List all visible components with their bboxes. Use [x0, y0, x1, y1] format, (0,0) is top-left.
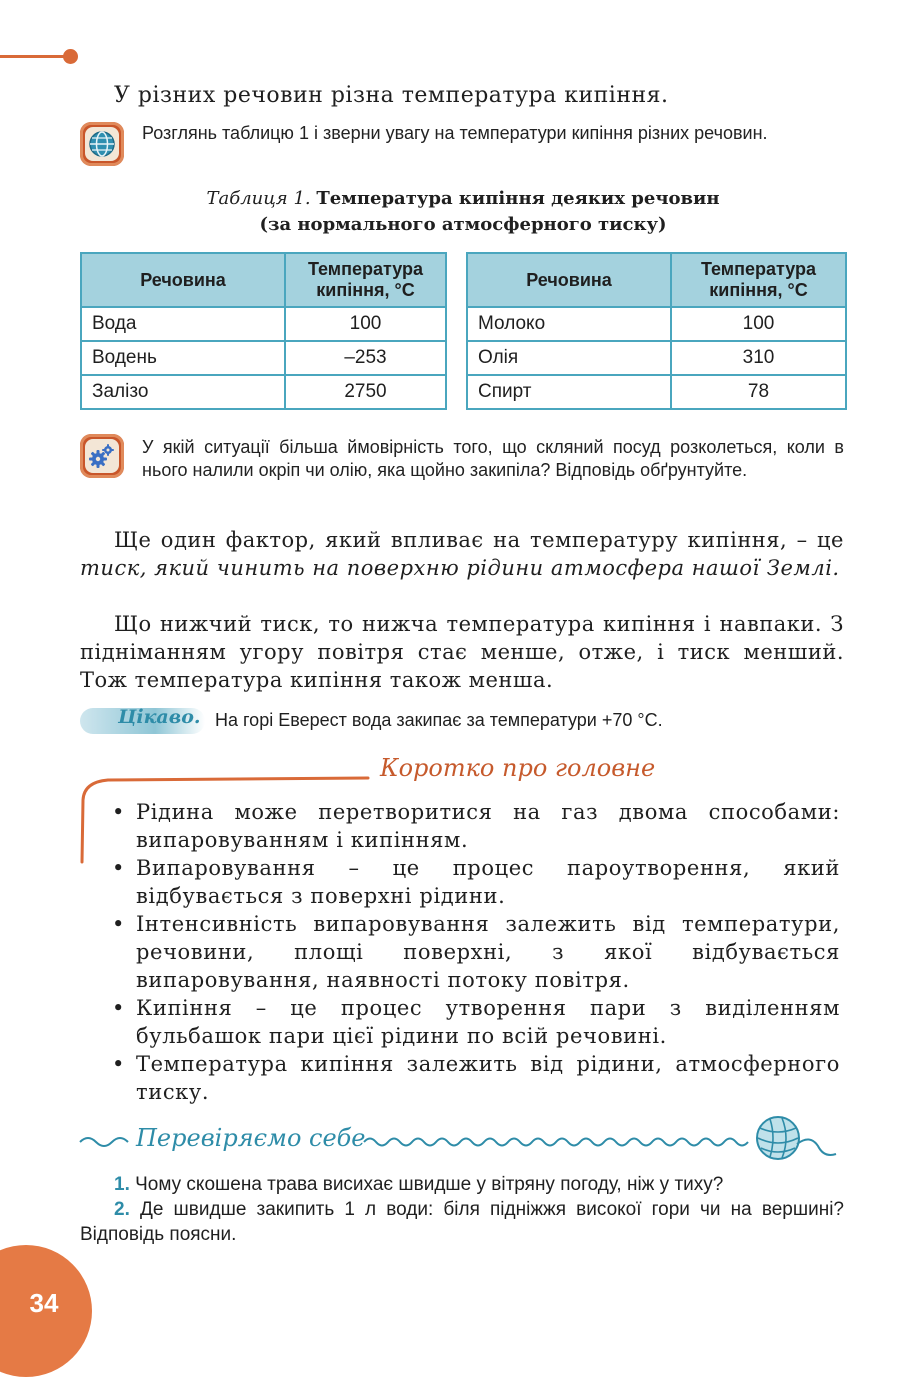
- fun-fact-text: На горі Еверест вода закипає за температури +70 °С.: [215, 710, 663, 730]
- list-item: • Кипіння – це процес утворення пари з виділенням бульбашок пари цієї рідини по всій речовині.: [112, 994, 840, 1050]
- table-cell-temp: –253: [285, 341, 446, 375]
- table-row: [467, 307, 846, 341]
- list-item: • Випаровування – це процес пароутворення, який відбувається з поверхні рідини.: [112, 854, 840, 910]
- summary-title: Коротко про головне: [380, 754, 656, 782]
- table-row: [467, 341, 846, 375]
- check-wave-right: [362, 1132, 758, 1152]
- fun-fact-label: Цікаво.: [118, 706, 201, 728]
- question-1-number: 1.: [114, 1174, 130, 1195]
- question-2-number: 2.: [114, 1199, 130, 1220]
- table-cell-substance: Олія: [467, 341, 671, 375]
- paragraph-pressure-start: Ще один фактор, який впливає на температуру кипіння, – це: [114, 528, 844, 552]
- yarn-ball-icon: [752, 1114, 840, 1170]
- table-left-header-substance: Речовина: [81, 253, 285, 307]
- question-1: [80, 1172, 844, 1197]
- table-left: [80, 252, 447, 410]
- question-2: [80, 1197, 844, 1247]
- table-cell-substance: Спирт: [467, 375, 671, 409]
- table-cell-temp: 100: [285, 307, 446, 341]
- table-right-header-temp: Температура кипіння, °С: [671, 253, 846, 307]
- table-right-header-substance: Речовина: [467, 253, 671, 307]
- table-cell-substance: Молоко: [467, 307, 671, 341]
- paragraph-pressure: [80, 526, 844, 582]
- table-cell-temp: 78: [671, 375, 846, 409]
- table-cell-temp: 2750: [285, 375, 446, 409]
- paragraph-lower-pressure: Що нижчий тиск, то нижча температура кипіння і навпаки. З підніманням угору повітря стає менше, отже, і тиск менший. Тож температура кипіння також менша.: [80, 612, 844, 692]
- paragraph-pressure-italic: тиск, який чинить на поверхню рідини атмосфера нашої Землі.: [80, 556, 840, 580]
- list-item: • Температура кипіння залежить від рідини, атмосферного тиску.: [112, 1050, 840, 1106]
- table-row: [467, 375, 846, 409]
- table-caption-subtitle: (за нормального атмосферного тиску): [259, 214, 667, 235]
- table-caption-title: Температура кипіння деяких речовин: [316, 188, 720, 209]
- note-gears-text: У якій ситуації більша ймовірність того, що скляний посуд розколеться, коли в нього налили окріп чи олію, яка щойно закипіла? Відповідь обґрунтуйте.: [142, 437, 844, 480]
- table-cell-substance: Залізо: [81, 375, 285, 409]
- table-cell-temp: 100: [671, 307, 846, 341]
- summary-list: [112, 798, 840, 1106]
- table-cell-substance: Водень: [81, 341, 285, 375]
- table-cell-substance: Вода: [81, 307, 285, 341]
- list-item: • Інтенсивність випаровування залежить від температури, речовини, площі поверхні, з якої відбувається випаровування, наявності потоку повітря.: [112, 910, 840, 994]
- check-wave-left: [78, 1130, 138, 1150]
- top-decor-line: [0, 55, 70, 58]
- page-number: 34: [29, 1288, 59, 1318]
- check-title: Перевіряємо себе: [136, 1124, 366, 1152]
- table-right: [466, 252, 847, 410]
- list-item: • Рідина може перетворитися на газ двома способами: випаровуванням і кипінням.: [112, 798, 840, 854]
- table-row: [81, 307, 446, 341]
- note-globe-text: Розглянь таблицю 1 і зверни увагу на температури кипіння різних речовин.: [142, 123, 768, 143]
- table-cell-temp: 310: [671, 341, 846, 375]
- check-questions: [80, 1172, 844, 1247]
- globe-icon: [80, 122, 124, 166]
- table-caption: [80, 186, 846, 238]
- gears-icon: [80, 434, 124, 478]
- question-2-text: Де швидше закипить 1 л води: біля підніжжя високої гори чи на вершині? Відповідь поясни.: [80, 1199, 845, 1245]
- table-left-header-temp: Температура кипіння, °С: [285, 253, 446, 307]
- table-row: [81, 375, 446, 409]
- intro-line: У різних речовин різна температура кипіння.: [114, 83, 669, 108]
- table-row: [81, 341, 446, 375]
- top-decor-dot: [63, 49, 78, 64]
- table-caption-label: Таблиця 1.: [206, 188, 311, 209]
- question-1-text: Чому скошена трава висихає швидше у вітряну погоду, ніж у тиху?: [135, 1174, 724, 1195]
